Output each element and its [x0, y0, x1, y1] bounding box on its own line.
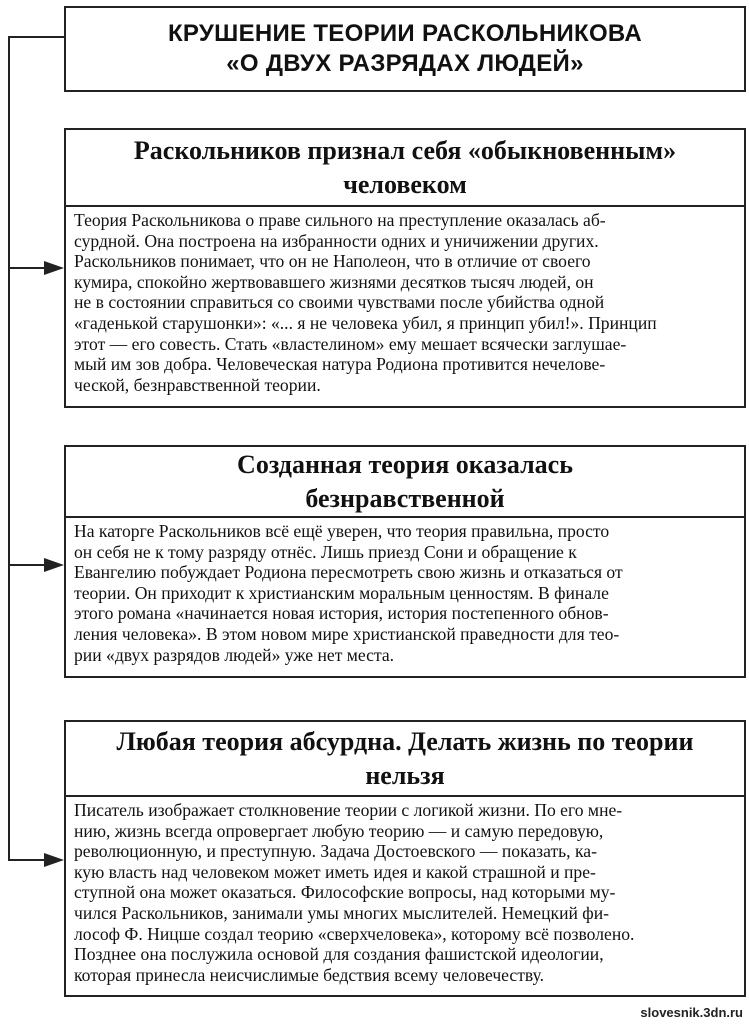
section-2-line: он себя не к тому разряду отнёс. Лишь приезд Сони и обращение к	[74, 541, 577, 562]
section-3-line: ступной она может оказаться. Философские вопросы, над которыми му-	[74, 882, 616, 903]
connector-trunk	[8, 36, 10, 861]
section-1-heading	[64, 128, 746, 205]
section-1-line: мый им зов добра. Человеческая натура Родиона противится нечелове-	[74, 354, 606, 375]
section-3-heading	[64, 720, 746, 795]
section-1-line: этот — его совесть. Стать «властелином» ему мешает всячески заглушае-	[74, 333, 627, 354]
section-2-line: Евангелию побуждает Родиона пересмотреть свою жизнь и отказаться от	[74, 562, 623, 583]
section-3-line: кую власть над человеком может иметь идея и какой страшной и пре-	[74, 861, 596, 882]
section-3-line: которая принесла неисчислимые бедствия всему человечеству.	[74, 964, 545, 985]
section-1-line: сурдной. Она построена на избранности одних и уничижении других.	[74, 230, 599, 251]
section-3-line: нию, жизнь всегда опровергает любую теорию — и самую передовую,	[74, 820, 604, 841]
connector-branch-2	[8, 564, 48, 566]
section-2-body	[64, 516, 746, 678]
diagram-title	[64, 6, 746, 92]
section-1-line: не в состоянии справиться со своими чувствами после убийства одной	[74, 292, 605, 313]
connector-branch-3	[8, 859, 48, 861]
section-1-line: ческой, безнравственной теории.	[74, 374, 321, 395]
section-3-heading-line-1: Любая теория абсурдна. Делать жизнь по теории	[116, 726, 694, 756]
section-1-line: Теория Раскольникова о праве сильного на преступление оказалась аб-	[74, 210, 606, 230]
section-3-body	[64, 795, 746, 997]
section-2-heading-line-1: Созданная теория оказалась	[237, 449, 573, 479]
section-1-heading-line-2: человеком	[343, 169, 467, 199]
section-2-heading-line-2: безнравственной	[305, 483, 505, 513]
arrow-icon-1	[44, 261, 64, 275]
section-3-line: Позднее она послужила основой для создания фашистской идеологии,	[74, 944, 604, 965]
section-2-line: теории. Он приходит к христианским моральным ценностям. В финале	[74, 582, 609, 603]
section-3-heading-line-2: нельзя	[365, 760, 445, 790]
diagram-title-line-1: КРУШЕНИЕ ТЕОРИИ РАСКОЛЬНИКОВА	[167, 20, 642, 47]
section-1-line: Раскольников понимает, что он не Наполеон, что в отличие от своего	[74, 251, 591, 272]
section-2-heading	[64, 445, 746, 516]
connector-top-line	[8, 36, 65, 38]
section-1-line: кумира, спокойно жертвовавшего жизнями десятков тысяч людей, он	[74, 271, 594, 292]
section-2-line: этого романа «начинается новая история, история постепенного обнов-	[74, 603, 609, 624]
section-1-line: «гаденькой старушонки»: «... я не человека убил, я принцип убил!». Принцип	[74, 312, 657, 333]
section-3-line: Писатель изображает столкновение теории с логикой жизни. По его мне-	[74, 800, 623, 820]
arrow-icon-3	[44, 853, 64, 867]
section-2-line: На каторге Раскольников всё ещё уверен, что теория правильна, просто	[74, 521, 610, 541]
section-1-body	[64, 205, 746, 408]
section-2-line: рии «двух разрядов людей» уже нет места.	[74, 644, 395, 665]
section-3-line: лософ Ф. Ницше создал теорию «сверхчеловека», которому всё позволено.	[74, 923, 635, 944]
watermark: slovesnik.3dn.ru	[640, 1005, 743, 1020]
section-1-heading-line-1: Раскольников признал себя «обыкновенным»	[133, 135, 677, 165]
connector-branch-1	[8, 267, 48, 269]
diagram-title-line-2: «О ДВУХ РАЗРЯДАХ ЛЮДЕЙ»	[226, 50, 584, 77]
arrow-icon-2	[44, 558, 64, 572]
section-3-line: революционную, и преступную. Задача Достоевского — показать, ка-	[74, 841, 597, 862]
section-2-line: ления человека». В этом новом мире христианской праведности для тео-	[74, 623, 620, 644]
section-3-line: чился Раскольников, занимали умы многих мыслителей. Немецкий фи-	[74, 902, 609, 923]
